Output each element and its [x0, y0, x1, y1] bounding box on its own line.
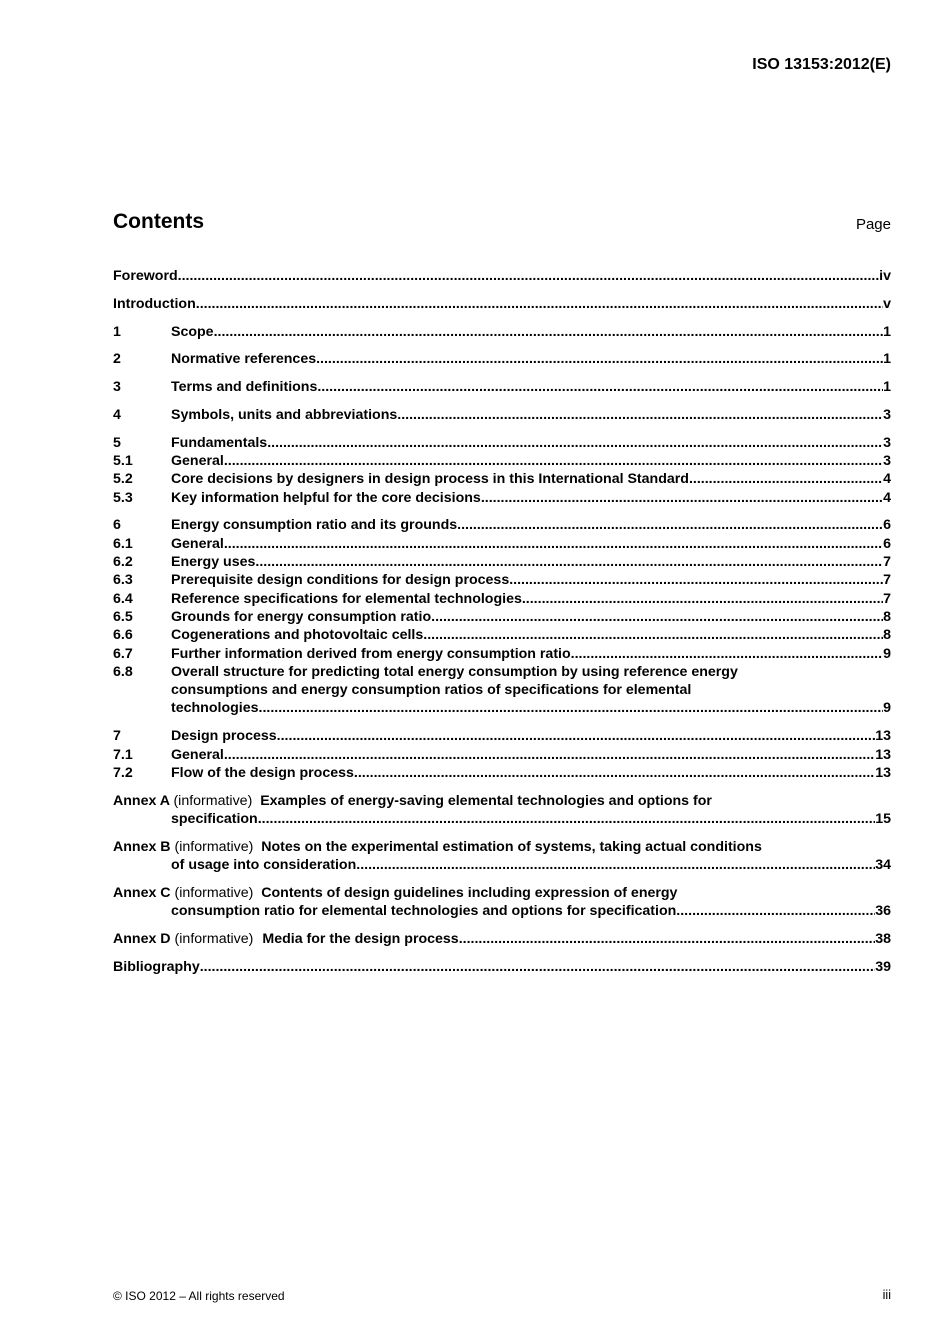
dot-leader: [431, 608, 883, 626]
toc-entry-6-7[interactable]: [113, 645, 891, 663]
toc-entry-page: 8: [883, 627, 891, 644]
toc-entry-title: Energy uses: [171, 554, 256, 571]
annex-title-line1: Contents of design guidelines including expression of energy: [261, 884, 678, 901]
toc-entry-5-1[interactable]: [113, 452, 891, 470]
toc-entry-1[interactable]: [113, 323, 891, 341]
toc-entry-number: 6.5: [113, 608, 133, 625]
toc-entry-number: 6.6: [113, 627, 133, 644]
toc-entry-page: 1: [883, 323, 891, 340]
document-id: ISO 13153:2012(E): [752, 56, 891, 73]
toc-entry-number: 6.7: [113, 645, 133, 662]
toc-group-4: [113, 406, 891, 424]
toc-entry-title-line2: consumptions and energy consumption ratios of specifications for elemental: [171, 682, 692, 699]
toc-entry-6-4[interactable]: [113, 590, 891, 608]
toc-entry-page: 6: [883, 535, 891, 552]
dot-leader: [509, 571, 883, 589]
dot-leader: [196, 295, 883, 313]
dot-leader: [522, 590, 883, 608]
annex-title-line1: Examples of energy-saving elemental technologies and options for: [260, 792, 712, 809]
dot-leader: [255, 553, 883, 571]
annex-label: Annex C: [113, 884, 171, 901]
toc-entry-page: 15: [875, 810, 891, 827]
toc-entry-page: 39: [875, 958, 891, 975]
toc-entry-page: iv: [879, 268, 891, 284]
toc-entry-title: Further information derived from energy consumption ratio: [171, 645, 571, 662]
dot-leader: [258, 810, 875, 828]
toc-entry-introduction[interactable]: [113, 295, 891, 313]
toc-entry-title: General: [171, 453, 224, 470]
annex-label: Annex A: [113, 792, 170, 809]
toc-entry-page: 7: [883, 554, 891, 571]
toc-entry-number: 6.4: [113, 590, 133, 607]
toc-entry-page: 1: [883, 379, 891, 396]
dot-leader: [200, 958, 876, 976]
toc-entry-6-2[interactable]: [113, 553, 891, 571]
toc-entry-6[interactable]: [113, 516, 891, 534]
toc-entry-3[interactable]: [113, 378, 891, 396]
toc-entry-page: 3: [883, 406, 891, 423]
toc-entry-number: 1: [113, 323, 121, 340]
toc-entry-page: 13: [875, 746, 891, 763]
toc-entry-page: 6: [883, 517, 891, 534]
toc-entry-title: Bibliography: [113, 958, 200, 975]
toc-entry-page: 3: [883, 453, 891, 470]
toc-entry-number: 5: [113, 434, 121, 451]
copyright-notice: © ISO 2012 – All rights reserved: [113, 1289, 285, 1303]
dot-leader: [316, 350, 883, 368]
dot-leader: [354, 764, 875, 782]
toc-entry-title: Core decisions by designers in design process in this International Standard: [171, 471, 689, 488]
toc-entry-annex-c[interactable]: [113, 884, 891, 921]
toc-entry-page: 9: [883, 700, 891, 717]
toc-entry-title-line1: Overall structure for predicting total energy consumption by using reference energy: [171, 663, 738, 680]
toc-entry-page: 4: [883, 471, 891, 488]
toc-entry-2[interactable]: [113, 350, 891, 368]
toc-entry-number: 6.3: [113, 572, 133, 589]
toc-entry-title: General: [171, 535, 224, 552]
toc-entry-title: Design process: [171, 728, 277, 745]
toc-group-7: [113, 727, 891, 782]
dot-leader: [214, 323, 884, 341]
toc-entry-bibliography[interactable]: [113, 958, 891, 976]
dot-leader: [397, 406, 883, 424]
toc-entry-page: 1: [883, 351, 891, 368]
dot-leader: [423, 626, 883, 644]
toc-entry-number: 7: [113, 728, 121, 745]
table-of-contents: [113, 267, 891, 986]
toc-entry-6-3[interactable]: [113, 571, 891, 589]
toc-entry-title: Grounds for energy consumption ratio: [171, 608, 432, 625]
dot-leader: [224, 746, 875, 764]
toc-group-1: [113, 323, 891, 341]
dot-leader: [356, 856, 875, 874]
toc-entry-page: 38: [875, 930, 891, 947]
toc-entry-title: Key information helpful for the core decisions: [171, 489, 481, 506]
toc-entry-title: Foreword: [113, 268, 178, 284]
dot-leader: [457, 516, 883, 534]
toc-group-foreword: [113, 267, 891, 285]
toc-entry-number: 5.3: [113, 489, 133, 506]
toc-entry-5-3[interactable]: [113, 489, 891, 507]
toc-entry-title: Terms and definitions: [171, 379, 318, 396]
toc-entry-5[interactable]: [113, 434, 891, 452]
toc-entry-title: Cogenerations and photovoltaic cells: [171, 627, 424, 644]
annex-type: (informative): [174, 838, 254, 855]
dot-leader: [571, 645, 883, 663]
toc-entry-title-line3: technologies: [171, 700, 259, 717]
toc-entry-number: 4: [113, 406, 121, 423]
toc-entry-number: 7.1: [113, 746, 133, 763]
annex-title-line2: consumption ratio for elemental technologies and options for specification: [171, 903, 677, 920]
annex-label: Annex D: [113, 930, 171, 947]
annex-type: (informative): [174, 930, 254, 947]
toc-entry-5-2[interactable]: [113, 470, 891, 488]
dot-leader: [689, 470, 883, 488]
toc-entry-page: 13: [875, 764, 891, 781]
toc-entry-number: 6.2: [113, 554, 133, 571]
toc-entry-page: 7: [883, 572, 891, 589]
toc-group-introduction: [113, 295, 891, 313]
toc-entry-page: v: [883, 295, 891, 312]
toc-entry-title: Prerequisite design conditions for design process: [171, 572, 510, 589]
toc-entry-page: 13: [875, 728, 891, 745]
dot-leader: [224, 535, 883, 553]
toc-entry-annex-a[interactable]: [113, 792, 891, 829]
page-title: Contents: [113, 210, 204, 233]
toc-entry-title: Flow of the design process: [171, 764, 354, 781]
toc-group-3: [113, 378, 891, 396]
page-number: iii: [882, 1288, 891, 1302]
annex-title-line1: Notes on the experimental estimation of systems, taking actual conditions: [261, 838, 762, 855]
toc-entry-number: 6.1: [113, 535, 133, 552]
annex-type: (informative): [173, 792, 253, 809]
toc-entry-annex-b[interactable]: [113, 838, 891, 875]
toc-entry-annex-d[interactable]: [113, 930, 891, 948]
toc-entry-page: 7: [883, 590, 891, 607]
toc-entry-number: 6: [113, 517, 121, 534]
toc-entry-7-1[interactable]: [113, 746, 891, 764]
toc-entry-7[interactable]: [113, 727, 891, 745]
toc-entry-number: 5.2: [113, 471, 133, 488]
toc-entry-page: 36: [875, 903, 891, 920]
toc-entry-number: 6.8: [113, 663, 133, 680]
toc-entry-title: Energy consumption ratio and its grounds: [171, 517, 458, 534]
dot-leader: [459, 930, 876, 948]
dot-leader: [224, 452, 883, 470]
toc-group-2: [113, 350, 891, 368]
toc-entry-title: General: [171, 746, 224, 763]
toc-entry-page: 3: [883, 434, 891, 451]
toc-entry-page: 4: [883, 489, 891, 506]
toc-entry-title: Scope: [171, 323, 214, 340]
page-column-label: Page: [855, 216, 891, 233]
annex-title: Media for the design process: [262, 930, 459, 947]
dot-leader: [481, 489, 883, 507]
toc-entry-4[interactable]: [113, 406, 891, 424]
toc-entry-title: Normative references: [171, 351, 317, 368]
toc-entry-page: 34: [875, 857, 891, 874]
dot-leader: [317, 378, 883, 396]
toc-entry-6-8[interactable]: [113, 663, 891, 718]
toc-group-bibliography: [113, 958, 891, 976]
annex-label: Annex B: [113, 838, 171, 855]
annex-title-line2: specification: [171, 810, 258, 827]
toc-group-5: [113, 434, 891, 507]
dot-leader: [267, 434, 883, 452]
toc-entry-page: 8: [883, 608, 891, 625]
toc-entry-page: 9: [883, 645, 891, 662]
toc-entry-number: 3: [113, 379, 121, 396]
toc-entry-number: 5.1: [113, 453, 133, 470]
toc-entry-number: 2: [113, 351, 121, 368]
dot-leader: [277, 727, 876, 745]
toc-group-6: [113, 516, 891, 717]
toc-entry-title: Symbols, units and abbreviations: [171, 406, 398, 423]
dot-leader: [259, 699, 884, 717]
toc-entry-6-6[interactable]: [113, 626, 891, 644]
toc-entry-foreword[interactable]: [113, 267, 891, 285]
annex-type: (informative): [174, 884, 254, 901]
toc-entry-title: Reference specifications for elemental technologies: [171, 590, 522, 607]
toc-entry-title: Introduction: [113, 295, 196, 312]
toc-entry-6-1[interactable]: [113, 535, 891, 553]
toc-entry-title: Fundamentals: [171, 434, 268, 451]
toc-entry-number: 7.2: [113, 764, 133, 781]
toc-entry-6-5[interactable]: [113, 608, 891, 626]
dot-leader: [676, 902, 875, 920]
toc-entry-7-2[interactable]: [113, 764, 891, 782]
annex-title-line2: of usage into consideration: [171, 857, 357, 874]
dot-leader: [178, 267, 880, 285]
